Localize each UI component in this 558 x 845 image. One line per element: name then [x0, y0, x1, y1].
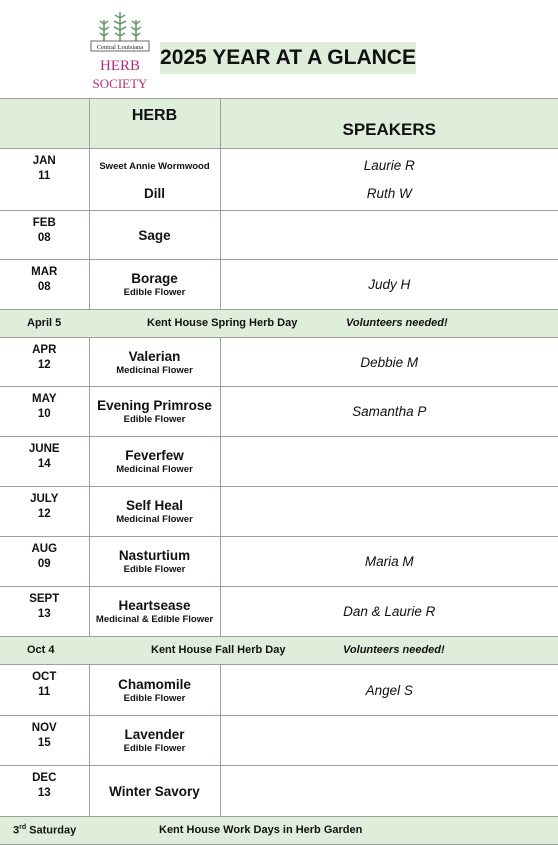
date-cell: [0, 211, 89, 260]
event-title: Kent House Fall Herb Day: [151, 644, 285, 656]
month-label: JULY: [30, 493, 58, 505]
event-title: Kent House Work Days in Herb Garden: [159, 824, 362, 836]
day-label: 08: [38, 232, 51, 244]
month-label: APR: [32, 344, 56, 356]
herb-type: Edible Flower: [90, 564, 220, 576]
herb-society-logo: [88, 8, 152, 94]
date-cell: [0, 537, 89, 587]
month-label: NOV: [32, 722, 57, 734]
herb-cell: [89, 587, 220, 637]
herb-name: Nasturtium: [90, 547, 220, 564]
table-row: [0, 716, 558, 766]
date-cell: [0, 437, 89, 487]
speaker-cell: [220, 211, 558, 260]
month-label: FEB: [33, 217, 56, 229]
speaker-cell: Angel S: [220, 665, 558, 716]
herb-cell: [89, 487, 220, 537]
herb-name: Feverfew: [90, 447, 220, 464]
day-label: 11: [38, 686, 50, 698]
event-row: [0, 817, 558, 845]
month-label: DEC: [32, 772, 56, 784]
herb-type: Medicinal Flower: [90, 464, 220, 476]
speaker-cell: [220, 487, 558, 537]
speaker-cell: [220, 766, 558, 817]
month-label: JUNE: [29, 443, 60, 455]
herb-name: Valerian: [90, 348, 220, 365]
day-label: 12: [38, 508, 51, 520]
table-row: [0, 766, 558, 817]
event-date: [13, 824, 76, 837]
event-note: Volunteers needed!: [343, 644, 445, 656]
speaker-cell: Dan & Laurie R: [220, 587, 558, 637]
herb-type: Edible Flower: [90, 414, 220, 426]
herb-cell: [89, 537, 220, 587]
table-row: [0, 149, 558, 211]
table-row: [0, 437, 558, 487]
table-row: [0, 587, 558, 637]
date-cell: [0, 766, 89, 817]
date-cell: [0, 487, 89, 537]
date-cell: [0, 260, 89, 310]
table-row: [0, 387, 558, 437]
event-cell: [0, 310, 558, 338]
month-label: JAN: [33, 155, 56, 167]
herb-cell: [89, 387, 220, 437]
speaker-cell: [220, 716, 558, 766]
month-label: AUG: [31, 543, 57, 555]
herb-cell: [89, 149, 220, 211]
herb-name: Sweet Annie Wormwood: [90, 161, 220, 172]
event-note: Volunteers needed!: [346, 317, 448, 329]
herb-name: Heartsease: [90, 597, 220, 614]
day-label: 13: [38, 787, 51, 799]
table-row: [0, 665, 558, 716]
day-label: 08: [38, 281, 51, 293]
month-label: MAY: [32, 393, 57, 405]
herb-type: Medicinal & Edible Flower: [90, 614, 220, 626]
date-cell: [0, 587, 89, 637]
event-cell: [0, 637, 558, 665]
day-label: 11: [38, 170, 50, 182]
speaker-name: Ruth W: [221, 186, 558, 202]
herb-cell: [89, 260, 220, 310]
event-date: April 5: [27, 317, 61, 329]
speaker-cell: [220, 437, 558, 487]
speaker-name: Laurie R: [221, 158, 558, 174]
herb-type: Medicinal Flower: [90, 514, 220, 526]
event-title: Kent House Spring Herb Day: [147, 317, 297, 329]
herb-name: Chamomile: [90, 676, 220, 693]
event-date: Oct 4: [27, 644, 55, 656]
table-header-row: [0, 99, 558, 149]
herb-name: Self Heal: [90, 497, 220, 514]
herb-name: Lavender: [90, 726, 220, 743]
speaker-cell: Maria M: [220, 537, 558, 587]
day-label: 13: [38, 608, 51, 620]
date-column-header: [0, 99, 89, 149]
herb-type: Edible Flower: [90, 693, 220, 705]
herb-cell: [89, 211, 220, 260]
table-row: [0, 338, 558, 387]
herb-cell: [89, 665, 220, 716]
month-label: OCT: [32, 671, 56, 683]
herb-cell: [89, 716, 220, 766]
herb-type: Medicinal Flower: [90, 365, 220, 377]
herb-cell: [89, 766, 220, 817]
herb-name: Evening Primrose: [90, 397, 220, 414]
table-row: [0, 211, 558, 260]
day-label: 12: [38, 359, 51, 371]
date-cell: [0, 387, 89, 437]
day-label: 15: [38, 737, 51, 749]
date-cell: [0, 665, 89, 716]
speakers-column-header: SPEAKERS: [220, 99, 558, 149]
date-cell: [0, 149, 89, 211]
schedule-table: [0, 98, 558, 845]
event-date-suffix: rd: [19, 824, 26, 831]
month-label: SEPT: [29, 593, 59, 605]
month-label: MAR: [31, 266, 57, 278]
event-date-rest: Saturday: [26, 825, 76, 837]
event-cell: [0, 817, 558, 845]
event-date-number: 3: [13, 825, 19, 837]
table-row: [0, 487, 558, 537]
date-cell: [0, 338, 89, 387]
table-row: [0, 537, 558, 587]
herb-column-header: HERB: [89, 99, 220, 149]
page-title: 2025 YEAR AT A GLANCE: [160, 42, 416, 74]
herb-name: Dill: [90, 186, 220, 201]
page-header: [0, 0, 558, 98]
herb-type: Edible Flower: [90, 743, 220, 755]
table-row: [0, 260, 558, 310]
herb-name: Borage: [90, 270, 220, 287]
herb-name: Sage: [90, 227, 220, 244]
herb-name: Winter Savory: [90, 783, 220, 800]
event-row: [0, 637, 558, 665]
herb-cell: [89, 437, 220, 487]
day-label: 10: [38, 408, 51, 420]
speaker-cell: Debbie M: [220, 338, 558, 387]
event-row: [0, 310, 558, 338]
herb-cell: [89, 338, 220, 387]
speaker-cell: Judy H: [220, 260, 558, 310]
logo-top-text: Central Louisiana: [97, 44, 144, 51]
logo-society-text: SOCIETY: [93, 76, 149, 91]
date-cell: [0, 716, 89, 766]
speaker-cell: [220, 149, 558, 211]
logo-herb-text: HERB: [100, 58, 140, 74]
day-label: 14: [38, 458, 51, 470]
herb-type: Edible Flower: [90, 287, 220, 299]
day-label: 09: [38, 558, 51, 570]
speaker-cell: Samantha P: [220, 387, 558, 437]
